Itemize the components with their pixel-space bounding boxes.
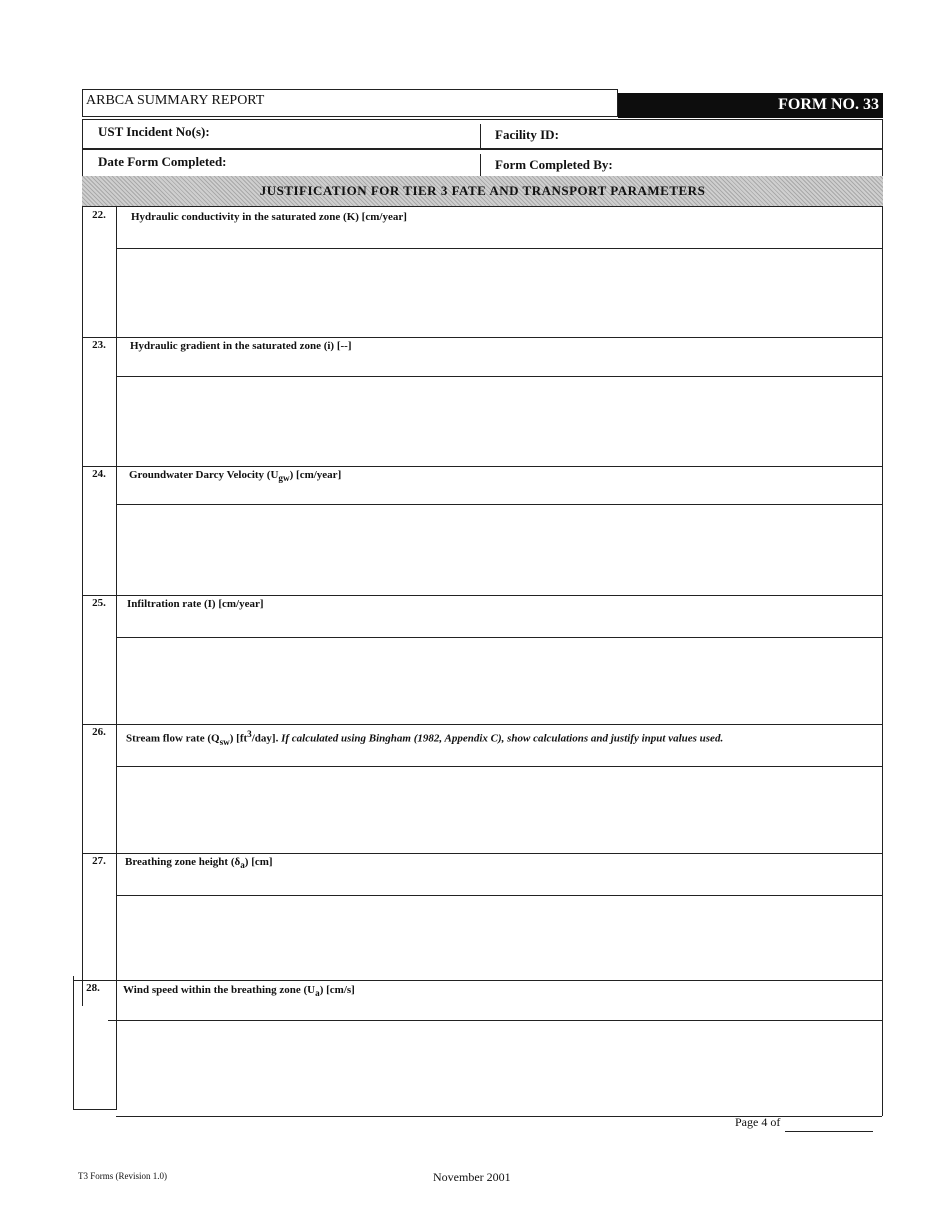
table-right-border (882, 206, 883, 1116)
justification-field-26[interactable] (121, 770, 877, 850)
justification-field-24[interactable] (121, 508, 877, 588)
item-label (126, 729, 723, 747)
item-label: Infiltration rate (I) [cm/year] (127, 598, 264, 610)
item-number: 23. (92, 339, 106, 351)
date-completed-field[interactable] (250, 154, 470, 174)
row-separator (82, 206, 882, 207)
row-separator (73, 980, 882, 981)
label-underline (116, 248, 882, 249)
item-label-text: Stream flow rate (Q (126, 732, 220, 745)
item-label: Hydraulic gradient in the saturated zone (i) [--] (130, 340, 352, 352)
item-label: Hydraulic conductivity in the saturated zone (K) [cm/year] (131, 211, 407, 223)
completed-by-label: Form Completed By: (495, 157, 613, 172)
table-left-border (82, 206, 83, 1006)
report-title-box (82, 89, 618, 117)
section-title: JUSTIFICATION FOR TIER 3 FATE AND TRANSPORT PARAMETERS (82, 176, 883, 206)
label-underline (116, 504, 882, 505)
label-underline (116, 376, 882, 377)
item-label (129, 469, 341, 483)
justification-field-23[interactable] (121, 380, 877, 460)
ust-incident-label: UST Incident No(s): (98, 124, 210, 139)
item-label-subscript: sw (219, 736, 230, 747)
facility-id-label: Facility ID: (495, 127, 559, 142)
item-number: 28. (86, 982, 100, 994)
item-number: 22. (92, 209, 106, 221)
label-underline (116, 766, 882, 767)
report-title: ARBCA SUMMARY REPORT (86, 93, 265, 108)
table-bottom-border (73, 1109, 117, 1110)
item-number: 24. (92, 468, 106, 480)
date-completed-label: Date Form Completed: (98, 154, 227, 169)
justification-field-25[interactable] (121, 641, 877, 721)
row-separator (82, 595, 882, 596)
item-label (123, 984, 355, 998)
item-number: 26. (92, 726, 106, 738)
form-number: FORM NO. 33 (618, 93, 883, 118)
item-label-text: /day]. (251, 732, 282, 745)
item-label-text: Wind speed within the breathing zone (U (123, 984, 316, 996)
total-pages-line (785, 1131, 873, 1132)
item-label-text: ) [cm/year] (289, 469, 342, 481)
label-underline (116, 637, 882, 638)
item-label-text: ) [cm/s] (319, 984, 355, 996)
page-number: Page 4 of (735, 1115, 781, 1129)
justification-field-22[interactable] (121, 252, 877, 332)
item-label-subscript: a (240, 860, 245, 871)
facility-id-field[interactable] (570, 124, 870, 144)
completed-by-field[interactable] (635, 154, 875, 174)
justification-field-27[interactable] (121, 899, 877, 979)
item-label-italic: If calculated using Bingham (1982, Appendix C), show calculations and justify input values used. (281, 732, 724, 745)
label-underline (116, 895, 882, 896)
ust-incident-field[interactable] (310, 124, 470, 144)
item-label-text: Breathing zone height (δ (125, 856, 241, 868)
footer-date: November 2001 (433, 1170, 511, 1184)
items-table (73, 206, 883, 1109)
row-separator (82, 337, 882, 338)
row-separator (82, 466, 882, 467)
item-label-subscript: a (315, 988, 320, 999)
item-number: 27. (92, 855, 106, 867)
item-number: 25. (92, 597, 106, 609)
item-label-text: ) [cm] (244, 856, 273, 868)
item-label-superscript: 3 (247, 729, 252, 739)
number-column-border (116, 206, 117, 1109)
item-label-subscript: gw (278, 473, 290, 484)
item-label-text: Groundwater Darcy Velocity (U (129, 469, 279, 481)
row-separator (82, 724, 882, 725)
item-label-text: ) [ft (229, 732, 248, 745)
item-label (125, 856, 273, 870)
table-left-border (73, 976, 74, 1109)
divider (480, 124, 481, 149)
justification-field-28[interactable] (113, 1024, 877, 1104)
row-separator (82, 853, 882, 854)
label-underline (108, 1020, 882, 1021)
revision-label: T3 Forms (Revision 1.0) (78, 1171, 167, 1181)
